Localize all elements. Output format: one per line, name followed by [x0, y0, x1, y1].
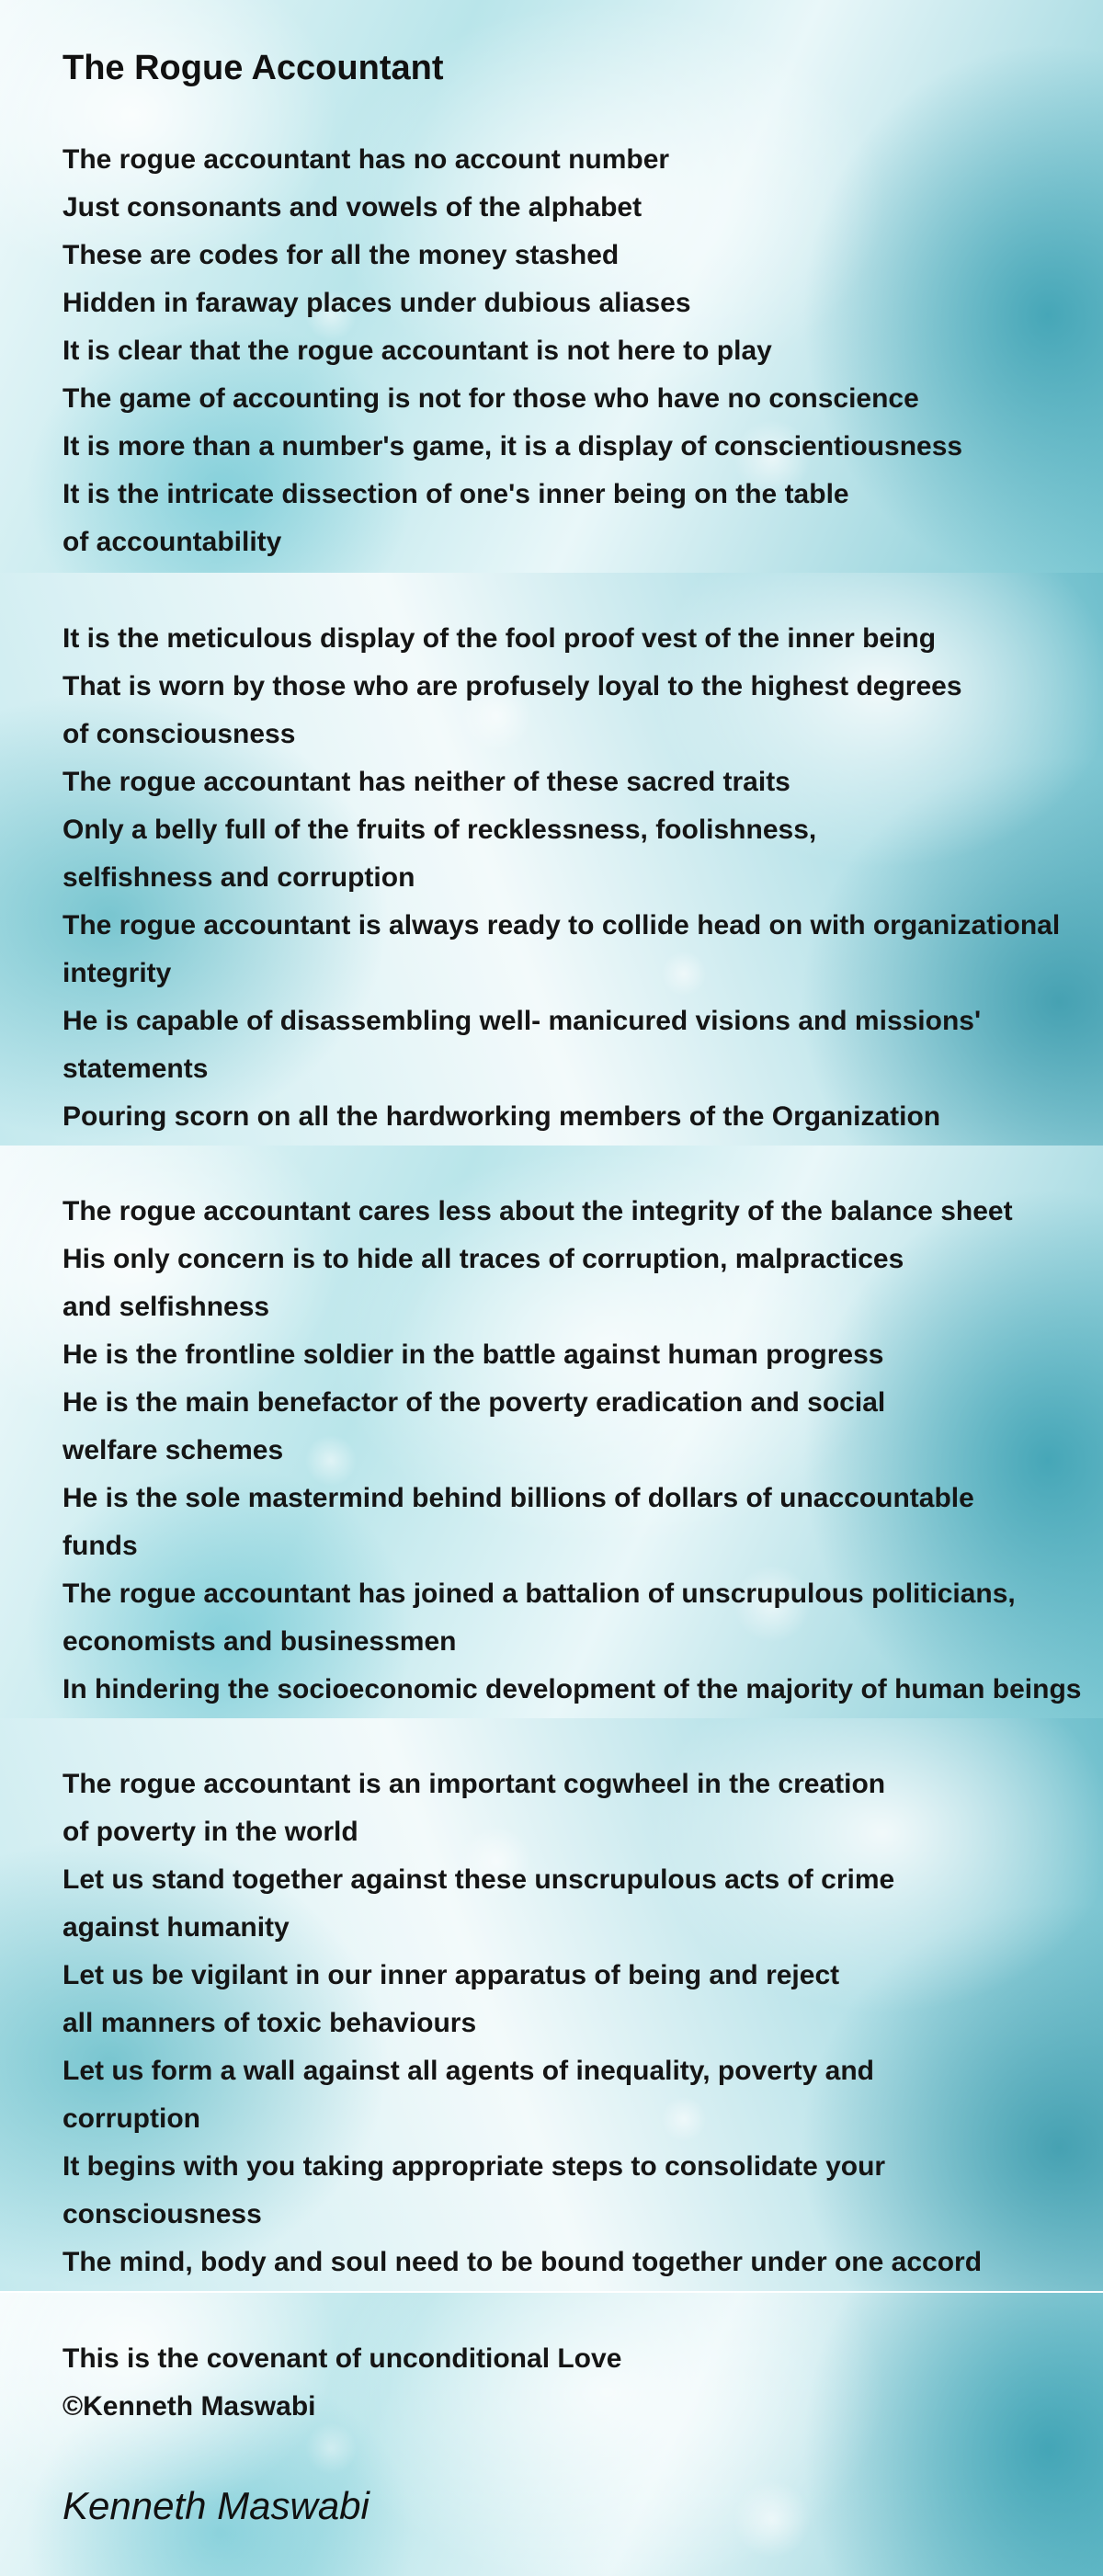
- poem-line: funds: [63, 1531, 138, 1561]
- poem-line: That is worn by those who are profusely loyal to the highest degrees: [63, 671, 962, 701]
- poem-panel-3: [0, 1146, 1103, 1718]
- poem-line: and selfishness: [63, 1292, 270, 1322]
- poem-line: It begins with you taking appropriate steps to consolidate your: [63, 2151, 886, 2182]
- poem-line: It is the meticulous display of the fool proof vest of the inner being: [63, 623, 937, 654]
- poem-line: Let us form a wall against all agents of inequality, poverty and: [63, 2056, 874, 2086]
- poem-line: welfare schemes: [63, 1435, 284, 1465]
- poem-line: Only a belly full of the fruits of recklessness, foolishness,: [63, 815, 817, 845]
- poem-line: He is the sole mastermind behind billions of dollars of unaccountable: [63, 1483, 974, 1513]
- poem-line: against humanity: [63, 1912, 290, 1943]
- poem-line: Just consonants and vowels of the alphabet: [63, 192, 642, 222]
- poem-title: The Rogue Accountant: [63, 49, 444, 87]
- poem-line: The game of accounting is not for those who have no conscience: [63, 383, 919, 414]
- poem-line: In hindering the socioeconomic development of the majority of human beings: [63, 1674, 1082, 1704]
- poem-line: integrity: [63, 958, 172, 988]
- stanza-2: [63, 615, 1060, 1141]
- poem-line: of poverty in the world: [63, 1817, 358, 1847]
- poem-line: Pouring scorn on all the hardworking members of the Organization: [63, 1101, 941, 1132]
- poem-panel-4: [0, 1718, 1103, 2291]
- poem-line: The mind, body and soul need to be bound together under one accord: [63, 2247, 983, 2277]
- poem-line: all manners of toxic behaviours: [63, 2008, 477, 2038]
- poem-line: This is the covenant of unconditional Love: [63, 2343, 622, 2374]
- poem-line: It is more than a number's game, it is a display of conscientiousness: [63, 431, 963, 462]
- stanza-5: [63, 2335, 621, 2431]
- poem-line: The rogue accountant cares less about the integrity of the balance sheet: [63, 1196, 1013, 1226]
- poem-line: selfishness and corruption: [63, 862, 415, 893]
- poem-line: consciousness: [63, 2199, 262, 2229]
- poem-line: The rogue accountant has no account number: [63, 144, 670, 175]
- poem-line: His only concern is to hide all traces of corruption, malpractices: [63, 1244, 904, 1274]
- poem-line: of accountability: [63, 527, 282, 557]
- poem-line: These are codes for all the money stashed: [63, 240, 620, 270]
- stanza-3: [63, 1188, 1081, 1714]
- author-signature: Kenneth Maswabi: [63, 2484, 370, 2527]
- poem-panel-5: [0, 2293, 1103, 2576]
- copyright-line: ©Kenneth Maswabi: [63, 2391, 316, 2422]
- poem-line: It is the intricate dissection of one's inner being on the table: [63, 479, 849, 509]
- poem-line: The rogue accountant is always ready to collide head on with organizational: [63, 910, 1061, 940]
- stanza-1: [63, 136, 962, 566]
- poem-line: The rogue accountant has joined a battalion of unscrupulous politicians,: [63, 1579, 1016, 1609]
- poem-line: statements: [63, 1054, 209, 1084]
- poem-line: economists and businessmen: [63, 1626, 457, 1657]
- poem-line: He is capable of disassembling well- manicured visions and missions': [63, 1006, 982, 1036]
- poem-line: It is clear that the rogue accountant is not here to play: [63, 336, 772, 366]
- poem-line: The rogue accountant has neither of these sacred traits: [63, 767, 790, 797]
- poem-line: Let us be vigilant in our inner apparatus of being and reject: [63, 1960, 840, 1990]
- poem-line: He is the frontline soldier in the battle against human progress: [63, 1339, 884, 1370]
- stanza-4: [63, 1761, 982, 2286]
- poem-line: He is the main benefactor of the poverty eradication and social: [63, 1387, 886, 1418]
- poem-line: Let us stand together against these unscrupulous acts of crime: [63, 1864, 895, 1895]
- poem-line: of consciousness: [63, 719, 296, 749]
- poem-line: corruption: [63, 2103, 200, 2134]
- poem-panel-2: [0, 573, 1103, 1146]
- poem-panel-1: [0, 0, 1103, 573]
- poem-line: The rogue accountant is an important cogwheel in the creation: [63, 1769, 886, 1799]
- poem-line: Hidden in faraway places under dubious aliases: [63, 288, 691, 318]
